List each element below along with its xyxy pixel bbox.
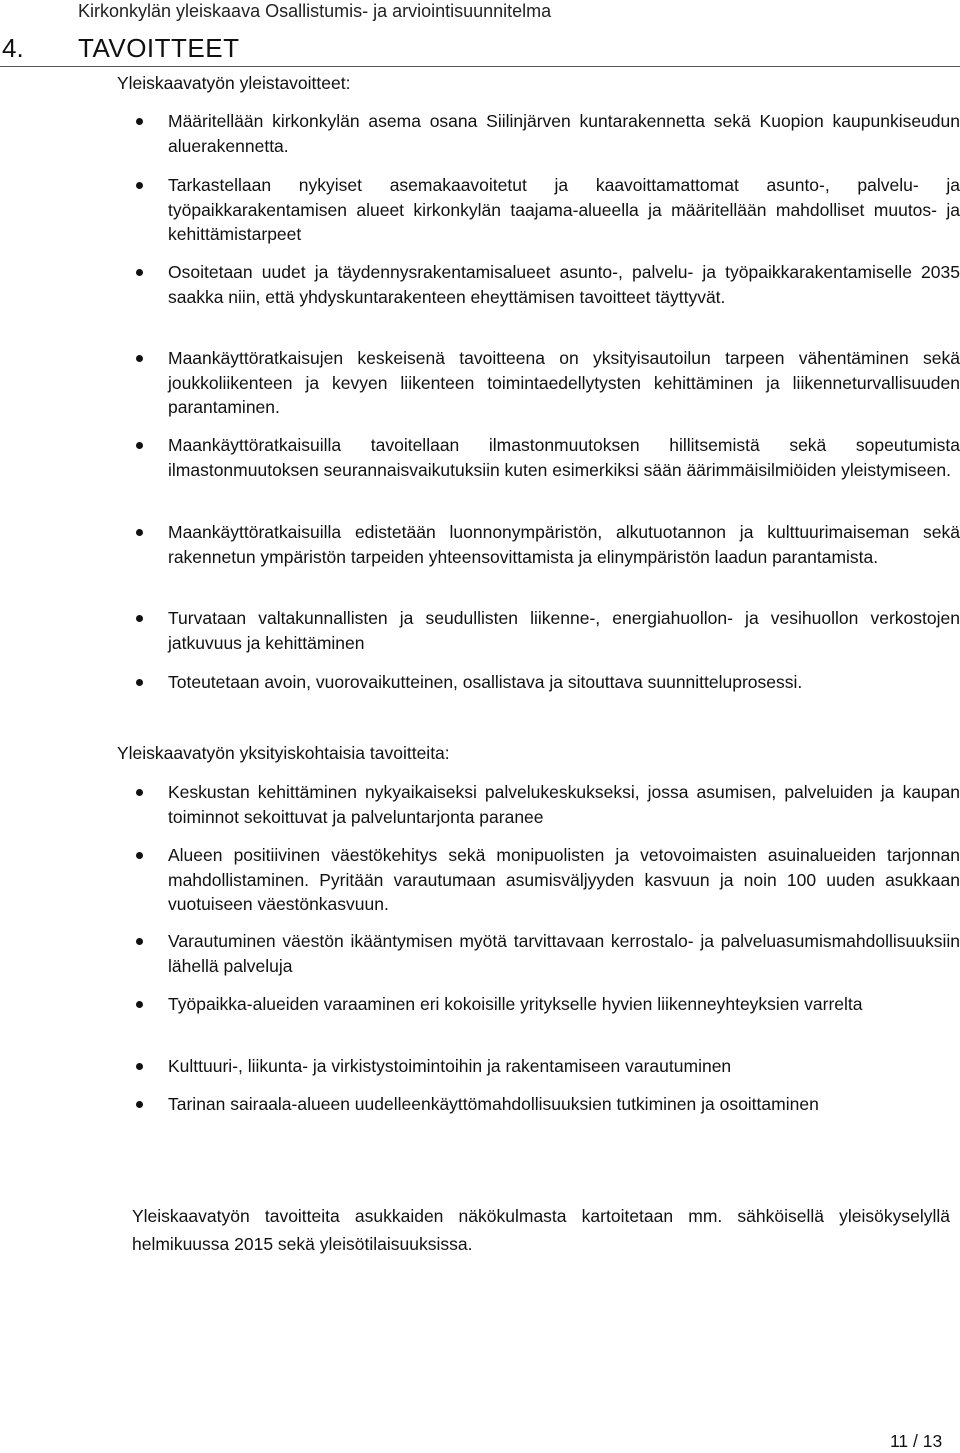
list-item xyxy=(0,670,960,695)
list-item-text: Osoitetaan uudet ja täydennysrakentamisalueet asunto-, palvelu- ja työpaikkarakentamiselle 2035 saakka niin, että yhdyskuntarakenteen eheyttämisen tavoitteet täyttyvät. xyxy=(168,262,960,307)
list-item xyxy=(0,843,960,917)
list-item-text: Toteutetaan avoin, vuorovaikutteinen, osallistava ja sitouttava suunnitteluprosessi. xyxy=(168,672,803,692)
bullet-icon xyxy=(136,442,143,449)
bullet-icon xyxy=(136,529,143,536)
list-item xyxy=(0,606,960,655)
bullet-icon xyxy=(136,852,143,859)
list-item xyxy=(0,520,960,569)
list-item xyxy=(0,1092,960,1117)
list-item xyxy=(0,1054,960,1079)
bullet-icon xyxy=(136,118,143,125)
list-item-text: Maankäyttöratkaisujen keskeisenä tavoitteena on yksityisautoilun tarpeen vähentäminen sekä joukkoliikenteen ja kevyen liikenteen toimintaedellytysten kehittäminen ja liikenneturvallisuuden parantaminen. xyxy=(168,348,960,418)
bullet-icon xyxy=(136,269,143,276)
list-item xyxy=(0,109,960,158)
list-item xyxy=(0,173,960,247)
bullet-icon xyxy=(136,182,143,189)
list-item xyxy=(0,929,960,978)
page-number: 11 / 13 xyxy=(890,1431,943,1451)
list-item-text: Kulttuuri-, liikunta- ja virkistystoimintoihin ja rakentamiseen varautuminen xyxy=(168,1056,732,1076)
list-item-text: Maankäyttöratkaisuilla edistetään luonnonympäristön, alkutuotannon ja kulttuurimaiseman sekä rakennetun ympäristön tarpeiden yhteensovittamista ja elinympäristön laadun parantamista. xyxy=(168,522,960,567)
list-item-text: Työpaikka-alueiden varaaminen eri kokoisille yritykselle hyvien liikenneyhteyksien varrelta xyxy=(168,994,863,1014)
section-title: TAVOITTEET xyxy=(78,33,240,63)
bullet-icon xyxy=(136,789,143,796)
list-item-text: Turvataan valtakunnallisten ja seudullisten liikenne-, energiahuollon- ja vesihuollon verkostojen jatkuvuus ja kehittäminen xyxy=(168,608,960,653)
list-item-text: Määritellään kirkonkylän asema osana Siilinjärven kuntarakennetta sekä Kuopion kaupunkiseudun aluerakennetta. xyxy=(168,111,960,156)
list-item xyxy=(0,433,960,482)
bullet-icon xyxy=(136,615,143,622)
section-number: 4. xyxy=(2,33,24,63)
list-item-text: Maankäyttöratkaisuilla tavoitellaan ilmastonmuutoksen hillitsemistä sekä sopeutumista ilmastonmuutoksen seurannaisvaikutuksiin kuten esimerkiksi sään äärimmäisilmiöiden yleistymiseen. xyxy=(168,435,960,480)
bullet-icon xyxy=(136,938,143,945)
list-item-text: Alueen positiivinen väestökehitys sekä monipuolisten ja vetovoimaisten asuinalueiden tarjonnan mahdollistaminen. Pyritään varautumaan asumisväljyyden kasvuun ja noin 100 uuden asukkaan vuotuiseen väestönkasvuun. xyxy=(168,845,960,915)
bullet-icon xyxy=(136,355,143,362)
general-goals-heading: Yleiskaavatyön yleistavoitteet: xyxy=(117,73,351,93)
closing-paragraph: Yleiskaavatyön tavoitteita asukkaiden näkökulmasta kartoitetaan mm. sähköisellä yleisökyselyllä helmikuussa 2015 sekä yleisötilaisuuksissa. xyxy=(132,1206,950,1254)
list-item-text: Tarinan sairaala-alueen uudelleenkäyttömahdollisuuksien tutkiminen ja osoittaminen xyxy=(168,1094,819,1114)
bullet-icon xyxy=(136,1063,143,1070)
list-item xyxy=(0,346,960,420)
list-item xyxy=(0,780,960,829)
bullet-icon xyxy=(136,679,143,686)
list-item-text: Varautuminen väestön ikääntymisen myötä tarvittavaan kerrostalo- ja palveluasumismahdollisuuksiin lähellä palveluja xyxy=(168,931,960,976)
bullet-icon xyxy=(136,1101,143,1108)
list-item-text: Tarkastellaan nykyiset asemakaavoitetut ja kaavoittamattomat asunto-, palvelu- ja työpaikkarakentamisen alueet kirkonkylän taajama-alueella ja määritellään mahdolliset muutos- ja kehittämistarpeet xyxy=(168,175,960,245)
running-header: Kirkonkylän yleiskaava Osallistumis- ja arviointisuunnitelma xyxy=(78,1,552,21)
specific-goals-heading: Yleiskaavatyön yksityiskohtaisia tavoitteita: xyxy=(117,743,450,763)
list-item xyxy=(0,992,960,1017)
list-item-text: Keskustan kehittäminen nykyaikaiseksi palvelukeskukseksi, jossa asumisen, palveluiden ja kaupan toiminnot sekoittuvat ja palveluntarjonta paranee xyxy=(168,782,960,827)
section-heading xyxy=(0,30,960,67)
list-item xyxy=(0,260,960,309)
bullet-icon xyxy=(136,1001,143,1008)
